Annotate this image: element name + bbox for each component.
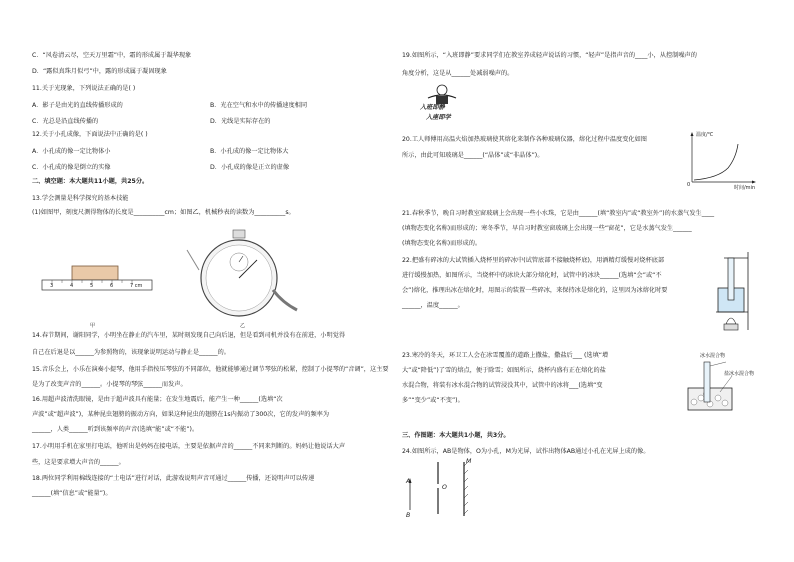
- q10-option-d: D．“露似真珠月似弓”中，露的形成属于凝固现象: [32, 68, 167, 75]
- ice-melting-apparatus: [714, 250, 754, 332]
- test-tube: [728, 258, 734, 300]
- q22-line3: 会”)熔化，推理出冰在熔化时，用图示的装置一些碎冰，来保持冰是熔化的，这里因为冰熔化时要: [402, 287, 668, 294]
- q13-part1: (1)如图甲，刻度尺测得物体的长度是__________cm；如图乙，机械秒表的读数为__________s。: [32, 209, 295, 216]
- graph-origin: 0: [687, 182, 691, 188]
- q15-line2: 是为了改变声音的______。小提琴的琴弦______而发声。: [32, 381, 187, 388]
- q22-line1: 22.把盛有碎冰的大试管插入烧杯里的碎冰中(试管底部不接触烧杯底)，用酒精灯缓慢对烧杯底部: [402, 257, 665, 264]
- q18-line2: ______(填“信息”或“能量”)。: [32, 490, 112, 497]
- ruler-figure: [42, 250, 162, 310]
- q21-line3: (填物态变化名称)而形成的。: [402, 240, 482, 247]
- q11-option-b: B．光在空气和水中的传播速度相同: [210, 102, 308, 109]
- q23-line1: 23.寒冷的冬天，环卫工人会在冰雪覆盖的道路上撒盐，撒盐后___ (选填“增: [402, 352, 609, 359]
- ruler-tick-3: 3: [50, 283, 54, 289]
- q12-stem: 12.关于小孔成像，下面说法中正确的是( ): [32, 131, 148, 138]
- quiet-slogan-2: 入座即学: [426, 114, 451, 121]
- q12-option-a: A．小孔成的像一定比物体小: [32, 148, 111, 155]
- q15-line1: 15.音乐会上，小乐在演奏小提琴，他用手指按压琴弦的不同部位，他就能够通过调节琴弦的松紧，控制了小提琴的“音调”，这主要: [32, 366, 389, 373]
- q13-stem: 13.学会测量是科学探究的基本技能: [32, 195, 129, 202]
- icewater-test-tube: [704, 362, 710, 402]
- ruler-tick-5: 5: [90, 283, 94, 289]
- q17-line2: 些，这是要求增大声音的______。: [32, 459, 125, 466]
- label-salt-ice-mixture: 盐冰水混合物: [724, 371, 755, 377]
- q12-option-c: C．小孔成的像是倒立的实像: [32, 164, 111, 171]
- pinhole-diagram: [404, 458, 474, 518]
- label-a: A: [406, 478, 411, 485]
- ruler-tick-6: 6: [110, 283, 114, 289]
- glass-melting-graph: [688, 130, 758, 185]
- label-o: O: [442, 484, 447, 491]
- q23-line3: 水混合物，将装有冰水混合物的试管浸没其中，试管中的冰将___(选填“变: [402, 382, 603, 389]
- q16-line1: 16.用超声波清洗眼镜，是由于超声波具有能量；在发生地震后，能产生一种______(选填“次: [32, 396, 283, 403]
- q11-option-c: C．光总是沿直线传播的: [32, 118, 99, 125]
- label-m: M: [466, 458, 472, 465]
- ruler-tick-4: 4: [70, 283, 74, 289]
- graph-y-label: 温度/℃: [696, 132, 714, 138]
- q19-line1: 19.如图所示，“入班即静”要求同学们在教室养成轻声说话的习惯，“轻声”是指声音的____小，从控制噪声的: [402, 52, 697, 59]
- ruler-tick-7cm: 7 cm: [130, 283, 143, 289]
- temperature-curve: [694, 144, 738, 180]
- figure-label-yi: 乙: [240, 323, 246, 329]
- section-2-heading: 二、填空题：本大题共11小题，共25分。: [32, 178, 149, 185]
- q22-line2: 进行缓慢加热，如图所示，当烧杯中的冰块大部分熔化时，试管中的冰块______(选填“会”或“不: [402, 272, 662, 279]
- q10-option-c: C．“风卷清云尽，空天万里霜”中，霜的形成属于凝华现象: [32, 52, 192, 59]
- q18-line1: 18.两位同学利用棉线连接的“土电话”进行对话，此游戏说明声音可通过______传播，还说明声可以传递: [32, 475, 315, 482]
- quiet-slogan-1: 入班即静: [420, 104, 445, 111]
- q11-option-a: A．影子是由光的直线传播形成的: [32, 102, 123, 109]
- figure-label-jia: 甲: [90, 323, 96, 329]
- stopwatch-crown: [233, 230, 245, 238]
- q16-line3: ______，人类______听到该频率的声音(选填“能”或“不能”)。: [32, 426, 199, 433]
- q16-line2: 声波”或“超声波”)，某种昆虫翅膀的振动方向，如果这种昆虫的翅膀在1s内振动了300次，它的发声的频率为: [32, 411, 330, 418]
- q11-stem: 11.关于光现象，下列说法正确的是( ): [32, 85, 136, 92]
- q17-line1: 17.小明用手机在家里打电话，他听出是妈妈在接电话，主要是依据声音的______不同来判断的。妈妈让他说话大声: [32, 443, 346, 450]
- section-3-heading: 三、作图题：本大题共1小题，共3分。: [402, 432, 510, 439]
- q12-option-d: D．小孔成的像是正立的虚像: [210, 164, 290, 171]
- alcohol-lamp-flame: [726, 318, 736, 324]
- q11-option-d: D．光线是实际存在的: [210, 118, 271, 125]
- q21-line1: 21.春秋季节，晚自习时教室窗玻璃上会出现一些小水珠，它是由______(填“教室内”或“教室外”)的水蒸气发生____: [402, 210, 715, 217]
- salt-ice-apparatus: [684, 358, 744, 413]
- q21-line2: (填物态变化名称)而形成的；寒冬季节，早自习时教室窗玻璃上会出现一些“窗花”，它是水蒸气发生______: [402, 225, 692, 232]
- graph-x-label: 时间/min: [734, 185, 756, 191]
- stopwatch-figure: [177, 230, 307, 330]
- q23-line2: 大”或“降低”)了雪的熔点，便于除雪；如图所示，烧杯内盛有正在熔化的盐: [402, 367, 606, 374]
- q14-line2: 自己在后退是以______为参照物的，该现象说明运动与静止是______的。: [32, 349, 230, 356]
- label-icewater-mixture: 冰水混合物: [700, 353, 726, 359]
- q20-line1: 20.工人师傅用高温火焰加热玻璃使其熔化来制作各种玻璃仪器，熔化过程中温度变化如图: [402, 136, 647, 143]
- q20-line2: 所示，由此可知玻璃是______(“晶体”或“非晶体”)。: [402, 152, 544, 159]
- q12-option-b: B．小孔成的像一定比物体大: [210, 148, 289, 155]
- q23-line4: 多”“变少”或“不变”)。: [402, 397, 464, 404]
- measured-block: [72, 266, 118, 280]
- label-b: B: [406, 512, 411, 519]
- q24-stem: 24.如图所示，AB是物体，O为小孔，M为光屏，试作出物体AB通过小孔在光屏上成的像。: [402, 448, 650, 455]
- q14-line1: 14.春节期间，谢阳同学，小明坐在静止的汽车里，某时刻发现自己向后退，但是看到司机并没有在前进，小明觉得: [32, 332, 346, 339]
- q19-line2: 角度分析，这是从______处减弱噪声的。: [402, 70, 514, 77]
- q22-line4: ______，温度______。: [402, 302, 464, 309]
